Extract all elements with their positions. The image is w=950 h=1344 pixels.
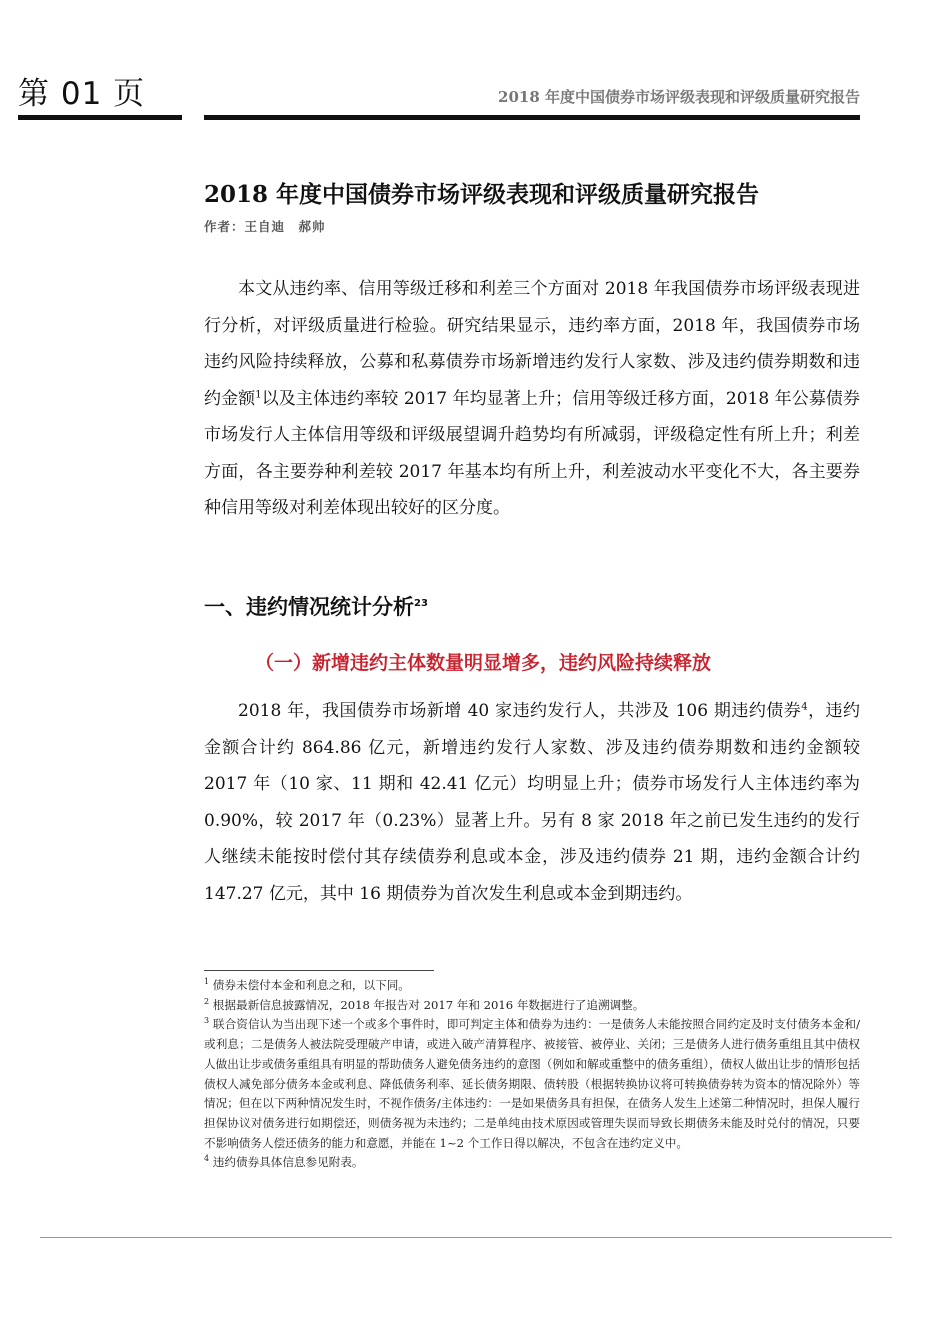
section-heading-text: 一、违约情况统计分析: [204, 595, 414, 619]
footnote-item: [204, 1153, 860, 1173]
page-number-label: 第 01 页: [18, 76, 146, 112]
abstract-text-1: 本文从违约率、信用等级迁移和利差三个方面对 2018 年我国债券市场评级表现进行分析，对评级质量进行检验。研究结果显示，违约率方面，2018 年，我国债券市场违约风险持续释放，公募和私募债券市场新增违约发行人家数、涉及违约债券期数和违约金额: [204, 279, 860, 409]
body-text-1: 2018 年，我国债券市场新增 40 家违约发行人，共涉及 106 期违约债券: [238, 701, 802, 721]
footnote-number: 3: [204, 1016, 210, 1026]
footer-rule: [40, 1237, 892, 1238]
footnote-item: [204, 976, 860, 996]
footnote-text: 联合资信认为当出现下述一个或多个事件时，即可判定主体和债券为违约：一是债务人未能按照合同约定及时支付债务本金和/或利息；二是债务人被法院受理破产申请，或进入破产清算程序、被接管、被停业、关闭；三是债务人进行债务重组且其中债权人做出让步或债务重组具有明显的帮助债务人避免债务违约的意图（例如和解或重整中的债务重组），债权人做出让步的情形包括债权人减免部分债务本金或利息、降低债务利率、延长债务期限、债转股（根据转换协议将可转换债券转为资本的情况除外）等情况；但在以下两种情况发生时，不视作债务/主体违约：一是如果债务具有担保，在债务人发生上述第二种情况时，担保人履行担保协议对债务进行如期偿还，则债务视为未违约；二是单纯由技术原因或管理失误而导致长期债务未能及时兑付的情况，只要不影响债务人偿还债务的能力和意愿，并能在 1~2 个工作日得以解决，不包含在违约定义中。: [204, 1017, 860, 1150]
footnote-separator: [204, 970, 434, 971]
header-rule-left: [18, 115, 182, 120]
author-line: 作者：王自迪 郝帅: [204, 219, 326, 234]
footnote-number: 4: [204, 1154, 210, 1164]
header-rule-right: [204, 115, 860, 120]
footnote-ref-1[interactable]: 1: [255, 388, 262, 400]
footnotes: [204, 976, 860, 1173]
body-text-2: ，违约金额合计约 864.86 亿元，新增违约发行人家数、涉及违约债券期数和违约金额较 2017 年（10 家、11 期和 42.41 亿元）均明显上升；债券市场发行人主体违约率为 0.90%，较 2017 年（0.23%）显著上升。另有 8 家 2018 年之前已发生违约的发行人继续未能按时偿付其存续债券利息或本金，涉及违约债券 21 期，违约金额合计约 147.27 亿元，其中 16 期债券为首次发生利息或本金到期违约。: [204, 701, 860, 904]
subsection-heading: （一）新增违约主体数量明显增多，违约风险持续释放: [255, 652, 712, 674]
section-heading: [204, 591, 428, 621]
footnote-number: 2: [204, 996, 210, 1006]
footnote-ref-4[interactable]: 4: [801, 701, 808, 713]
footnote-text: 违约债券具体信息参见附表。: [212, 1155, 364, 1170]
running-header-title: 2018 年度中国债券市场评级表现和评级质量研究报告: [498, 88, 860, 106]
abstract-paragraph: [204, 271, 860, 527]
abstract-text-2: 以及主体违约率较 2017 年均显著上升；信用等级迁移方面，2018 年公募债券市场发行人主体信用等级和评级展望调升趋势均有所减弱，评级稳定性有所上升；利差方面，各主要券种利差较 2017 年基本均有所上升，利差波动水平变化不大，各主要券种信用等级对利差体现出较好的区分度。: [204, 388, 860, 518]
body-paragraph: [204, 693, 860, 912]
footnote-ref-2-3[interactable]: 23: [414, 598, 428, 609]
document-title: 2018 年度中国债券市场评级表现和评级质量研究报告: [204, 181, 760, 208]
footnote-item: [204, 996, 860, 1016]
footnote-number: 1: [204, 977, 210, 987]
footnote-text: 根据最新信息披露情况，2018 年报告对 2017 年和 2016 年数据进行了追溯调整。: [212, 997, 645, 1012]
footnote-item: [204, 1015, 860, 1153]
footnote-text: 债券未偿付本金和利息之和，以下同。: [212, 978, 410, 992]
